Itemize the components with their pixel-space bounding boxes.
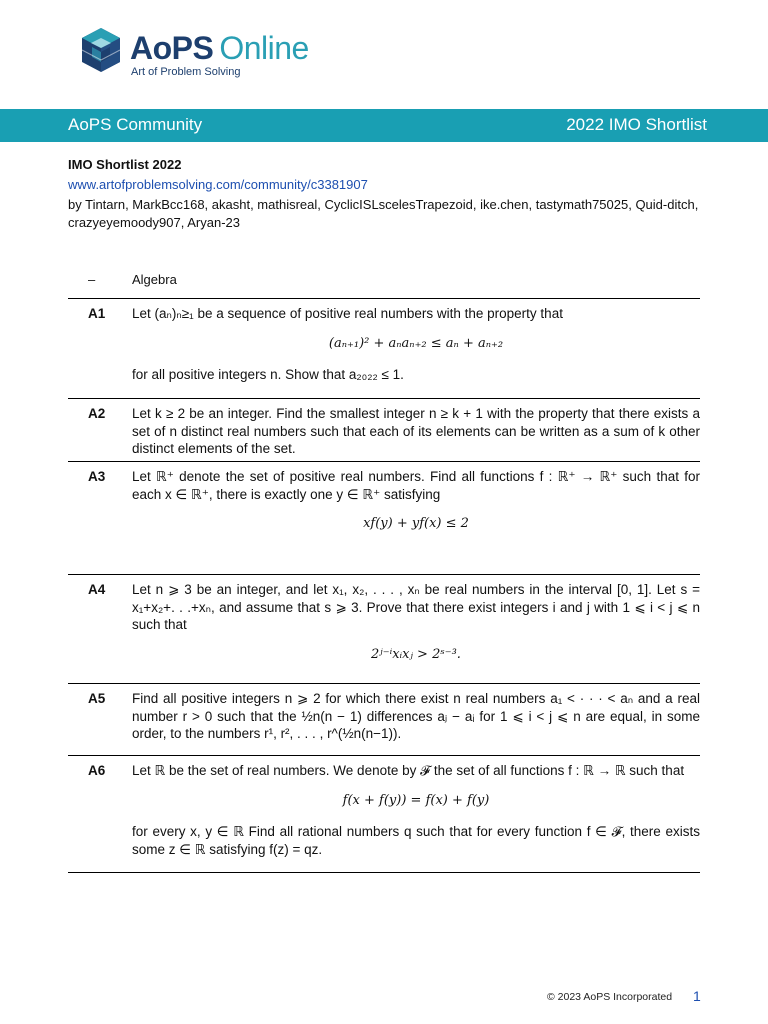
problem-text: Let ℝ be the set of real numbers. We denote by 𝓕 the set of all functions f : ℝ → ℝ such that xyxy=(132,763,685,778)
problem-label: A5 xyxy=(88,691,106,706)
section-dash: – xyxy=(88,272,96,287)
problem-statement xyxy=(132,581,700,677)
aops-logo xyxy=(80,26,340,82)
section-heading xyxy=(68,271,700,299)
problem-label: A2 xyxy=(88,406,106,421)
problem-a3 xyxy=(68,462,700,575)
aops-cube-icon xyxy=(80,26,122,74)
problem-statement xyxy=(132,468,700,547)
document-header xyxy=(68,156,702,232)
problem-a5 xyxy=(68,684,700,756)
problem-statement xyxy=(132,690,700,743)
problem-text: for all positive integers n. Show that a₂₀₂₂ ≤ 1. xyxy=(132,367,404,382)
community-link[interactable]: www.artofproblemsolving.com/community/c3381907 xyxy=(68,177,368,192)
page-number: 1 xyxy=(693,988,701,1004)
problem-equation: xf(y) + yf(x) ≤ 2 xyxy=(363,516,469,531)
logo-brand: AoPS xyxy=(130,30,214,66)
problem-text: Let ℝ⁺ denote the set of positive real numbers. Find all functions f : ℝ⁺ → ℝ⁺ such that for each x ∈ ℝ⁺, there is exactly one y ∈ ℝ⁺ satisfying xyxy=(132,469,700,502)
problem-statement xyxy=(132,305,700,384)
problem-text: Let (aₙ)ₙ≥₁ be a sequence of positive real numbers with the property that xyxy=(132,306,563,321)
problem-text: Let n ⩾ 3 be an integer, and let x₁, x₂, . . . , xₙ be real numbers in the interval [0, 1]. Let s = x₁+x₂+. . .+xₙ, and assume that s ⩾ 3. Prove that there exist integers i and j with 1 ⩽ i < j ⩽ n such that xyxy=(132,582,700,632)
document-title: IMO Shortlist 2022 xyxy=(68,157,182,172)
section-name: Algebra xyxy=(132,272,177,287)
logo-wordmark xyxy=(130,30,309,67)
problem-a1 xyxy=(68,299,700,399)
problem-text: Let k ≥ 2 be an integer. Find the smallest integer n ≥ k + 1 with the property that there exists a set of n distinct real numbers such that each of its elements can be written as a sum of k other distinct elements of the set. xyxy=(132,406,700,456)
footer-copyright: © 2023 AoPS Incorporated xyxy=(547,991,673,1003)
problem-label: A4 xyxy=(88,582,106,597)
problem-text: Find all positive integers n ⩾ 2 for which there exist n real numbers a₁ < · · · < aₙ and a real number r > 0 such that the ½n(n − 1) differences aⱼ − aᵢ for 1 ⩽ i < j ⩽ n are equal, in some order, to the numbers r¹, r², . . . , r^(½n(n−1)). xyxy=(132,691,700,741)
problem-statement xyxy=(132,405,700,458)
problem-statement xyxy=(132,762,700,858)
problem-equation: (aₙ₊₁)² + aₙaₙ₊₂ ≤ aₙ + aₙ₊₂ xyxy=(328,335,504,351)
problem-equation: 2ʲ⁻ⁱxᵢxⱼ > 2ˢ⁻³. xyxy=(371,646,461,662)
problem-label: A3 xyxy=(88,469,106,484)
problem-a4 xyxy=(68,575,700,684)
logo-tagline: Art of Problem Solving xyxy=(131,66,241,78)
problem-text: for every x, y ∈ ℝ Find all rational numbers q such that for every function f ∈ 𝓕, there exists some z ∈ ℝ satisfying f(z) = qz. xyxy=(132,824,700,857)
problem-a6 xyxy=(68,756,700,873)
problem-label: A1 xyxy=(88,306,106,321)
problem-a2 xyxy=(68,399,700,462)
banner-contest: 2022 IMO Shortlist xyxy=(566,115,707,134)
logo-online: Online xyxy=(219,30,309,66)
header-banner xyxy=(0,109,768,142)
problem-equation: f(x + f(y)) = f(x) + f(y) xyxy=(342,792,490,808)
problem-label: A6 xyxy=(88,763,106,778)
banner-community: AoPS Community xyxy=(68,115,203,134)
authors-line: by Tintarn, MarkBcc168, akasht, mathisreal, CyclicISLscelesTrapezoid, ike.chen, tastymath75025, Quid-ditch, crazyeyemoody907, Aryan-23 xyxy=(68,197,699,230)
